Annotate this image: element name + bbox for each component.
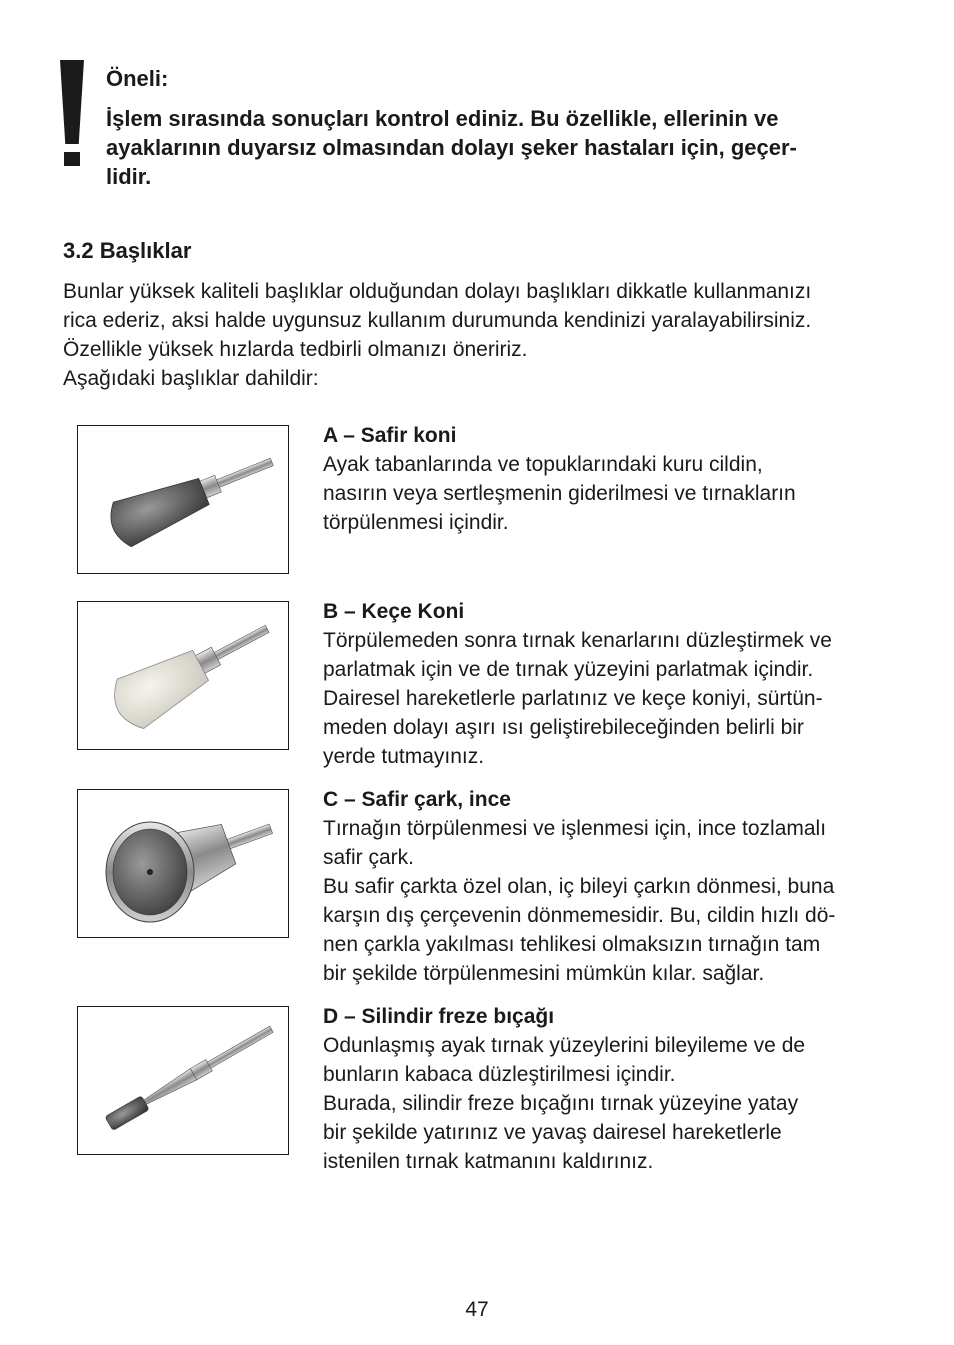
page-number: 47: [465, 1298, 489, 1321]
item-b-description: B – Keçe Koni Törpülemeden sonra tırnak kenarlarını düzleştirmek ve parlatmak için ve de tırnak yüzeyini parlatmak içindir. Dairesel hareketlerle parlatınız ve keçe koniyi, sürtün- meden dolayı aşırı ısı geliştirebileceğinden belirli bir yerde tutmayınız.: [323, 600, 832, 768]
section-title: 3.2 Başlıklar: [63, 238, 192, 263]
section-intro: Bunlar yüksek kaliteli başlıklar olduğundan dolayı başlıkları dikkatle kullanmanızı rica ederiz, aksi halde uygunsuz kullanım durumunda kendinizi yaralayabilirsiniz. Özellikle yüksek hızlarda tedbirli olmanızı öneririz. Aşağıdaki başlıklar dahildir:: [63, 280, 812, 390]
cylinder-cutter-image: [77, 1006, 289, 1155]
warning-exclamation-icon: [58, 60, 86, 170]
item-c-description: C – Safir çark, ince Tırnağın törpülenmesi ve işlenmesi için, ince tozlamalı safir çark. Bu safir çarkta özel olan, iç bileyi çarkın dönmesi, buna karşın dış çerçevenin dönmemesidir. Bu, cildin hızlı dö- nen çarkla yakılması tehlikesi olmaksızın tırnağın tam bir şekilde törpülenmesini mümkün kılar. sağlar.: [323, 788, 836, 985]
item-a-description: A – Safir koni Ayak tabanlarında ve topuklarındaki kuru cildin, nasırın veya sertleşmenin giderilmesi ve tırnakların törpülenmesi içindir.: [323, 424, 796, 534]
warning-text: İşlem sırasında sonuçları kontrol ediniz. Bu özellikle, ellerinin ve ayaklarının duyarsız olmasından dolayı şeker hastaları için, geçer- lidir.: [106, 106, 797, 189]
sapphire-cone-image: [77, 425, 289, 574]
warning-title: Öneli:: [106, 66, 169, 91]
sapphire-disc-image: [77, 789, 289, 938]
felt-cone-image: [77, 601, 289, 750]
item-d-description: D – Silindir freze bıçağı Odunlaşmış ayak tırnak yüzeylerini bileyileme ve de bunların kabaca düzleştirilmesi içindir. Burada, silindir freze bıçağını tırnak yüzeyine yatay bir şekilde yatırınız ve yavaş dairesel hareketlerle istenilen tırnak katmanını kaldırınız.: [323, 1005, 806, 1173]
